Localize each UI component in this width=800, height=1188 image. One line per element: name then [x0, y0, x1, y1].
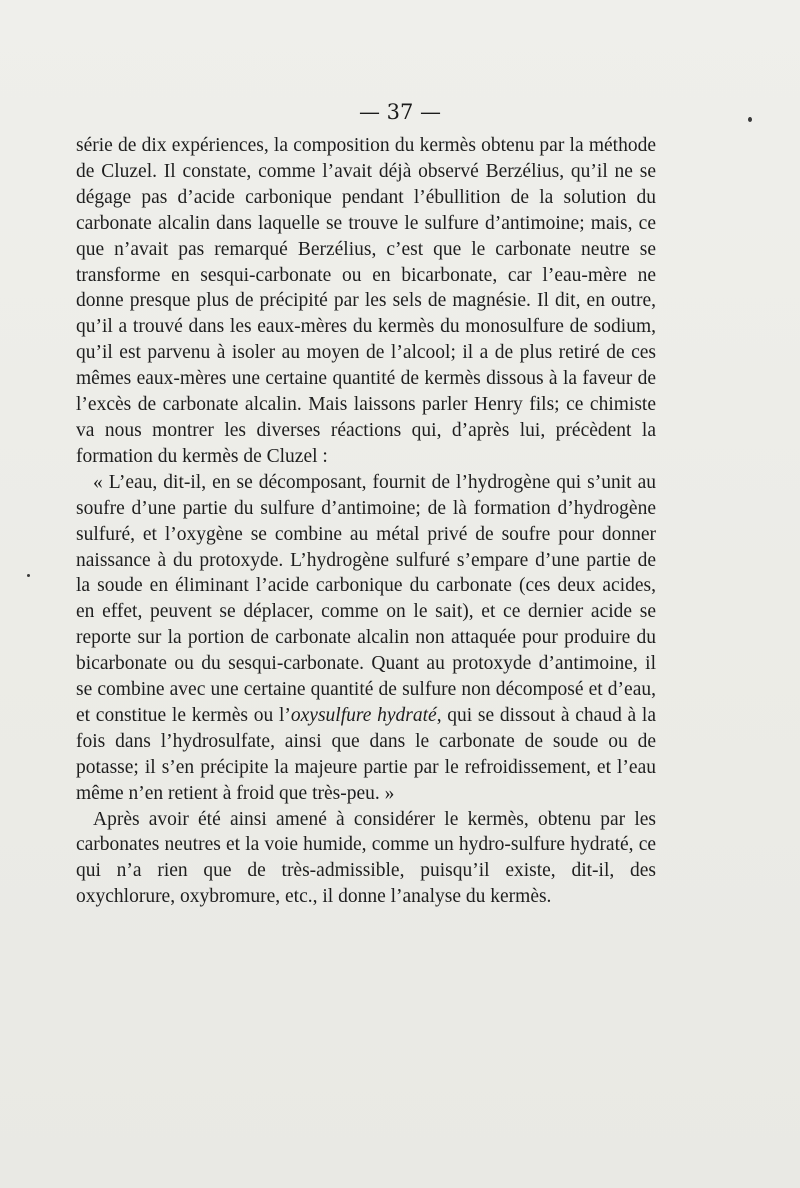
paragraph-1 — [76, 133, 656, 470]
paragraph-2-quote — [76, 470, 656, 807]
page-number: — 37 — — [358, 100, 442, 124]
paper-speck — [27, 574, 30, 577]
paper-speck — [748, 117, 752, 122]
paragraph-2-text-end: , qui se dissout à chaud à la fois dans l’hydrosulfate, ainsi que dans le carbonate de soude ou de potasse; il s’en précipite la majeure partie par le refroidissement, et l’eau même n’en retient à froid que très-peu. » — [76, 704, 656, 804]
body-text — [76, 133, 656, 910]
italic-term: oxysulfure hydraté — [290, 704, 437, 726]
paragraph-3-text: Après avoir été ainsi amené à considérer le kermès, obtenu par les carbonates neutres et la voie humide, comme un hydro-sulfure hydraté, ce qui n’a rien que de très-admissible, puisqu’il existe, dit-il, des oxychlorure, oxybromure, etc., il donne l’analyse du kermès. — [76, 808, 656, 908]
paragraph-2-text-start: « L’eau, dit-il, en se décomposant, fournit de l’hydrogène qui s’unit au soufre d’une partie du sulfure d’antimoine; de là formation d’hydrogène sulfuré, et l’oxygène se combine au métal privé de soufre pour donner naissance à du protoxyde. L’hydrogène sulfuré s’empare d’une partie de la soude en éliminant l’acide carbonique du carbonate (ces deux acides, en effet, peuvent se déplacer, comme on le sait), et ce dernier acide se reporte sur la portion de carbonate alcalin non attaquée pour produire du bicarbonate ou du sesqui-carbonate. Quant au protoxyde d’antimoine, il se combine avec une certaine quantité de sulfure non décomposé et d’eau, et constitue le kermès ou l’ — [76, 471, 656, 726]
paragraph-3 — [76, 807, 656, 911]
paragraph-1-text: série de dix expériences, la composition du kermès obtenu par la méthode de Cluzel. Il constate, comme l’avait déjà observé Berzélius, qu’il ne se dégage pas d’acide carbonique pendant l’ébullition de la solution du carbonate alcalin dans laquelle se trouve le sulfure d’antimoine; mais, ce que n’avait pas remarqué Berzélius, c’est que le carbonate neutre se transforme en sesqui-carbonate ou en bicarbonate, car l’eau-mère ne donne presque plus de précipité par les sels de magnésie. Il dit, en outre, qu’il a trouvé dans les eaux-mères du kermès du monosulfure de sodium, qu’il est parvenu à isoler au moyen de l’alcool; il a de plus retiré de ces mêmes eaux-mères une certaine quantité de kermès dissous à la faveur de l’excès de carbonate alcalin. Mais laissons parler Henry fils; ce chimiste va nous montrer les diverses réactions qui, d’après lui, précèdent la formation du kermès de Cluzel : — [76, 135, 656, 467]
